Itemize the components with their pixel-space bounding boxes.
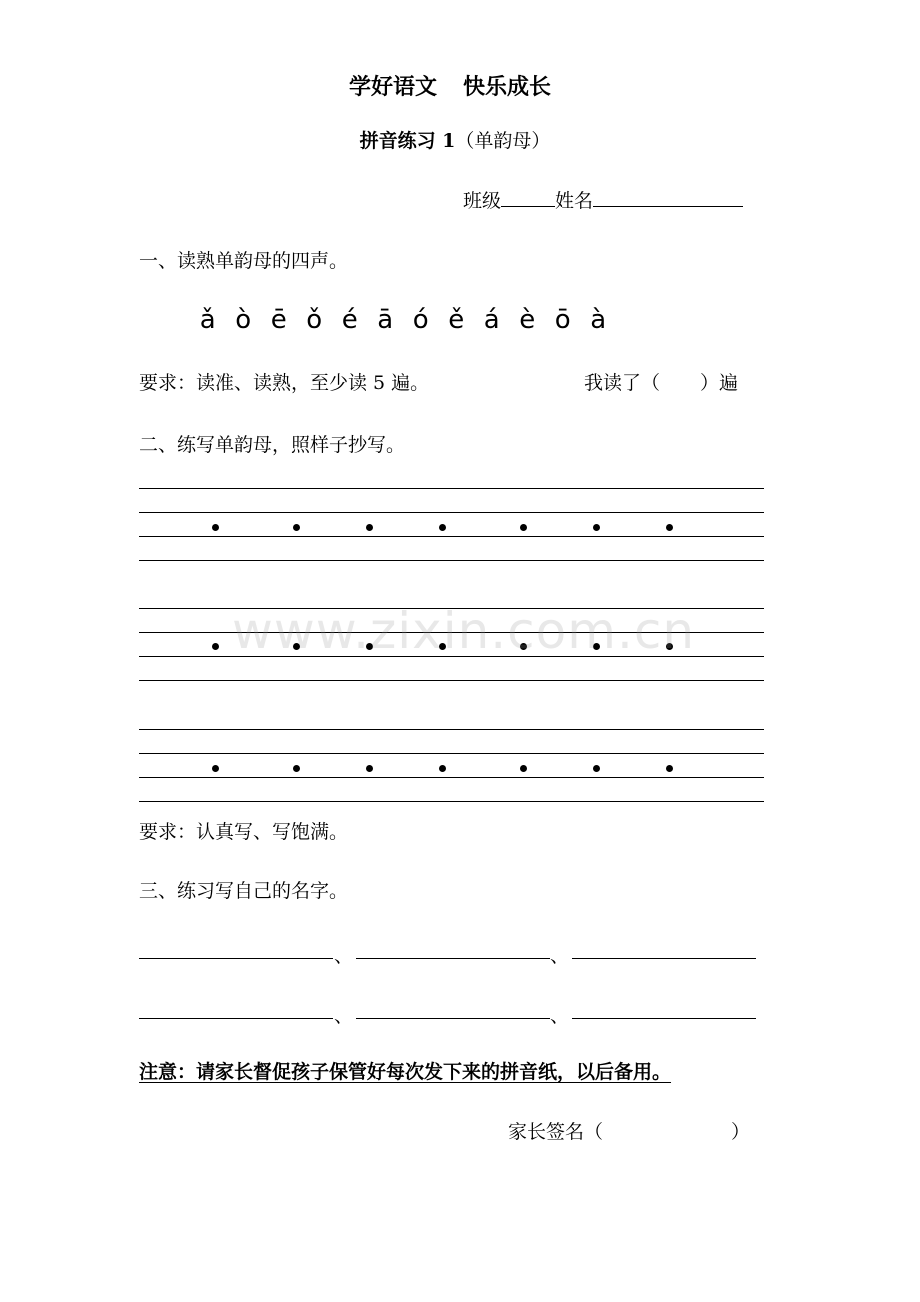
signature-close: ） [731, 1121, 751, 1143]
name-separator: 、 [550, 1005, 570, 1027]
staff-line [139, 729, 764, 730]
pinyin-letter: á [483, 305, 500, 335]
example-dot [366, 765, 373, 772]
signature-label: 家长签名（ [508, 1121, 604, 1143]
subtitle-bold: 拼音练习 1 [359, 130, 456, 152]
pinyin-letter: ǒ [306, 305, 323, 335]
pinyin-letter: ó [412, 305, 429, 335]
pinyin-letter: ě [448, 305, 465, 335]
parent-notice: 注意：请家长督促孩子保管好每次发下来的拼音纸，以后备用。 [139, 1061, 672, 1083]
pinyin-row [190, 305, 616, 335]
section2-requirement: 要求：认真写、写饱满。 [139, 821, 349, 843]
name-write-line[interactable] [139, 1018, 333, 1019]
page-subtitle [0, 126, 910, 153]
title-right: 快乐成长 [463, 74, 552, 100]
class-label: 班级 [463, 190, 502, 212]
section1-heading: 一、读熟单韵母的四声。 [139, 250, 349, 272]
staff-line [139, 680, 764, 681]
example-dot [520, 765, 527, 772]
section3-heading: 三、练习写自己的名字。 [139, 880, 349, 902]
example-dot [212, 643, 219, 650]
parent-signature [508, 1117, 750, 1144]
example-dot [593, 524, 600, 531]
example-dot [293, 524, 300, 531]
name-label: 姓名 [555, 190, 594, 212]
staff-line [139, 560, 764, 561]
example-dot [666, 524, 673, 531]
read-prefix: 我读了（ [584, 372, 661, 394]
name-separator: 、 [550, 945, 570, 967]
staff-line [139, 488, 764, 489]
name-write-line[interactable] [572, 1018, 756, 1019]
student-info [463, 186, 743, 213]
pinyin-letter: ǎ [199, 305, 216, 335]
page-title [0, 70, 900, 101]
class-blank[interactable] [501, 188, 555, 207]
staff-line [139, 512, 764, 513]
title-left: 学好语文 [348, 74, 437, 100]
pinyin-letter: ò [235, 305, 252, 335]
example-dot [439, 765, 446, 772]
name-separator: 、 [334, 945, 354, 967]
watermark: www.zixin.com.cn [232, 602, 696, 660]
staff-line [139, 536, 764, 537]
name-separator: 、 [334, 1005, 354, 1027]
example-dot [212, 524, 219, 531]
pinyin-letter: ā [377, 305, 394, 335]
example-dot [366, 524, 373, 531]
subtitle-normal: （单韵母） [455, 130, 551, 152]
read-suffix: ）遍 [700, 372, 739, 394]
section2-heading: 二、练写单韵母，照样子抄写。 [139, 434, 406, 456]
pinyin-letter: ē [270, 305, 287, 335]
pinyin-letter: ō [554, 305, 571, 335]
pinyin-letter: è [519, 305, 536, 335]
name-blank[interactable] [593, 188, 743, 207]
section1-requirement: 要求：读准、读熟，至少读 5 遍。 [139, 372, 430, 394]
example-dot [212, 765, 219, 772]
example-dot [666, 765, 673, 772]
example-dot [593, 765, 600, 772]
pinyin-letter: é [341, 305, 358, 335]
example-dot [439, 524, 446, 531]
name-write-line[interactable] [139, 958, 333, 959]
read-count [584, 368, 738, 395]
staff-line [139, 753, 764, 754]
staff-line [139, 801, 764, 802]
name-write-line[interactable] [572, 958, 756, 959]
example-dot [520, 524, 527, 531]
staff-line [139, 777, 764, 778]
name-write-line[interactable] [356, 1018, 550, 1019]
name-write-line[interactable] [356, 958, 550, 959]
pinyin-letter: à [590, 305, 607, 335]
example-dot [293, 765, 300, 772]
